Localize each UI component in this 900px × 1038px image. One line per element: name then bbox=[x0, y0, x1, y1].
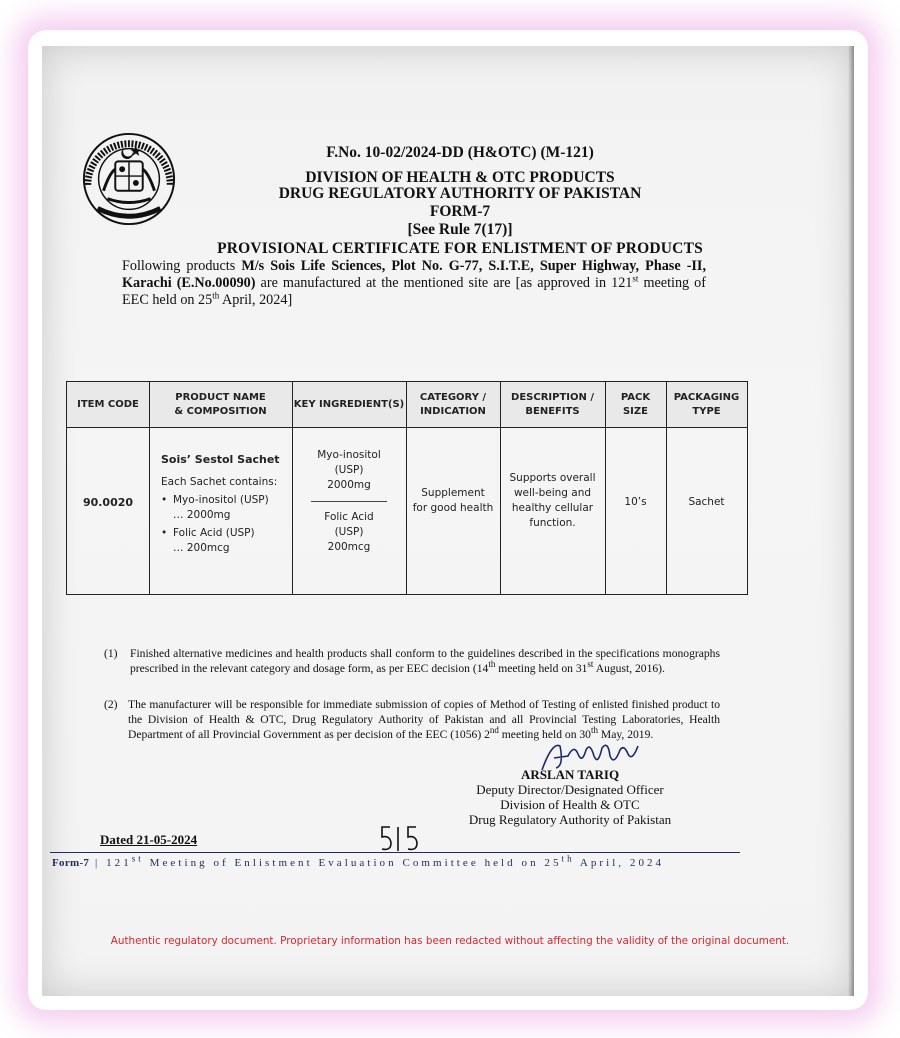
cell-packaging-type: Sachet bbox=[688, 496, 725, 508]
header-item-code: ITEM CODE bbox=[77, 398, 139, 410]
rule-label: [See Rule 7(17)] bbox=[407, 221, 513, 238]
authority-title: DRUG REGULATORY AUTHORITY OF PAKISTAN bbox=[278, 185, 642, 202]
list-item: • Folic Acid (USP) … 200mcg bbox=[161, 527, 255, 554]
intro-paragraph: Following products M/s Sois Life Sciences, Plot No. G-77, S.I.T.E, Super Highway, Phase -II, Karachi (E.No.00090) are manufactured at the mentioned site are [as approved in 121st meeting of EEC held on 25th April, 2024] bbox=[122, 258, 707, 308]
list-item: • Myo-inositol (USP) … 2000mg bbox=[161, 494, 269, 521]
signatory-division: Division of Health & OTC bbox=[500, 797, 640, 812]
cell-product: Sois’ Sestol Sachet Each Sachet contains: • Myo-inositol (USP) … 2000mg • Folic Acid (USP) … 200mcg bbox=[161, 452, 289, 556]
cell-description: Supports overall well-being and healthy cellular function. bbox=[509, 472, 596, 529]
note-2: (2) The manufacturer will be responsible for immediate submission of copies of Method of Testing of enlisted finished product to the Division of Health & OTC, Drug Regulatory Authority of Pakistan and all Provincial Testing Laboratories, Health Department of all Provincial Government as per decision of the EEC (1056) 2nd meeting held on 30th May, 2019. bbox=[104, 698, 720, 741]
header-pack-size: PACK SIZE bbox=[620, 391, 651, 417]
cell-key-ingredients: Myo-inositol (USP) 2000mg Folic Acid (USP) 200mcg bbox=[292, 448, 406, 555]
disclaimer-text: Authentic regulatory document. Proprietary information has been redacted without affecting the validity of the original document. bbox=[110, 935, 790, 947]
header-description: DESCRIPTION / BENEFITS bbox=[511, 391, 594, 417]
certificate-title: PROVISIONAL CERTIFICATE FOR ENLISTMENT OF PRODUCTS bbox=[217, 240, 703, 257]
cell-pack-size: 10’s bbox=[624, 496, 647, 508]
signatory-block bbox=[420, 767, 720, 827]
product-table bbox=[66, 381, 748, 595]
handwritten-number bbox=[380, 823, 424, 855]
header-packaging-type: PACKAGING TYPE bbox=[673, 391, 740, 417]
header-product: PRODUCT NAME & COMPOSITION bbox=[174, 391, 267, 417]
header-key-ingredients: KEY INGREDIENT(S) bbox=[293, 398, 405, 410]
dated-label: Dated 21-05-2024 bbox=[100, 832, 198, 847]
ingredient-divider bbox=[311, 501, 387, 502]
company-name: M/s Sois Life Sciences, Plot No. G-77, S.I.T.E, Super Highway, Phase -II, Karachi (E.No.00090) bbox=[122, 258, 707, 291]
cell-category: Supplement for good health bbox=[412, 487, 494, 514]
file-number: F.No. 10-02/2024-DD (H&OTC) (M-121) bbox=[326, 144, 594, 161]
note-1: (1) Finished alternative medicines and health products shall conform to the guidelines described in the specifications monographs prescribed in the relevant category and dosage form, as per EEC decision (14th meeting held on 31st August, 2016). bbox=[104, 647, 720, 675]
page-shadow-edge bbox=[848, 46, 854, 996]
footer-rule bbox=[50, 852, 740, 853]
signatory-name: ARSLAN TARIQ bbox=[520, 767, 620, 782]
footer-text: Form-7 | 121st Meeting of Enlistment Evaluation Committee held on 25th April, 2024 bbox=[52, 853, 665, 869]
form-label: FORM-7 bbox=[429, 203, 491, 220]
cell-item-code: 90.0020 bbox=[82, 496, 134, 509]
header-category: CATEGORY / INDICATION bbox=[419, 391, 487, 417]
product-name: Sois’ Sestol Sachet bbox=[161, 453, 280, 466]
signatory-authority: Drug Regulatory Authority of Pakistan bbox=[468, 812, 672, 827]
division-title: DIVISION OF HEALTH & OTC PRODUCTS bbox=[305, 169, 615, 186]
signatory-title: Deputy Director/Designated Officer bbox=[476, 782, 664, 797]
